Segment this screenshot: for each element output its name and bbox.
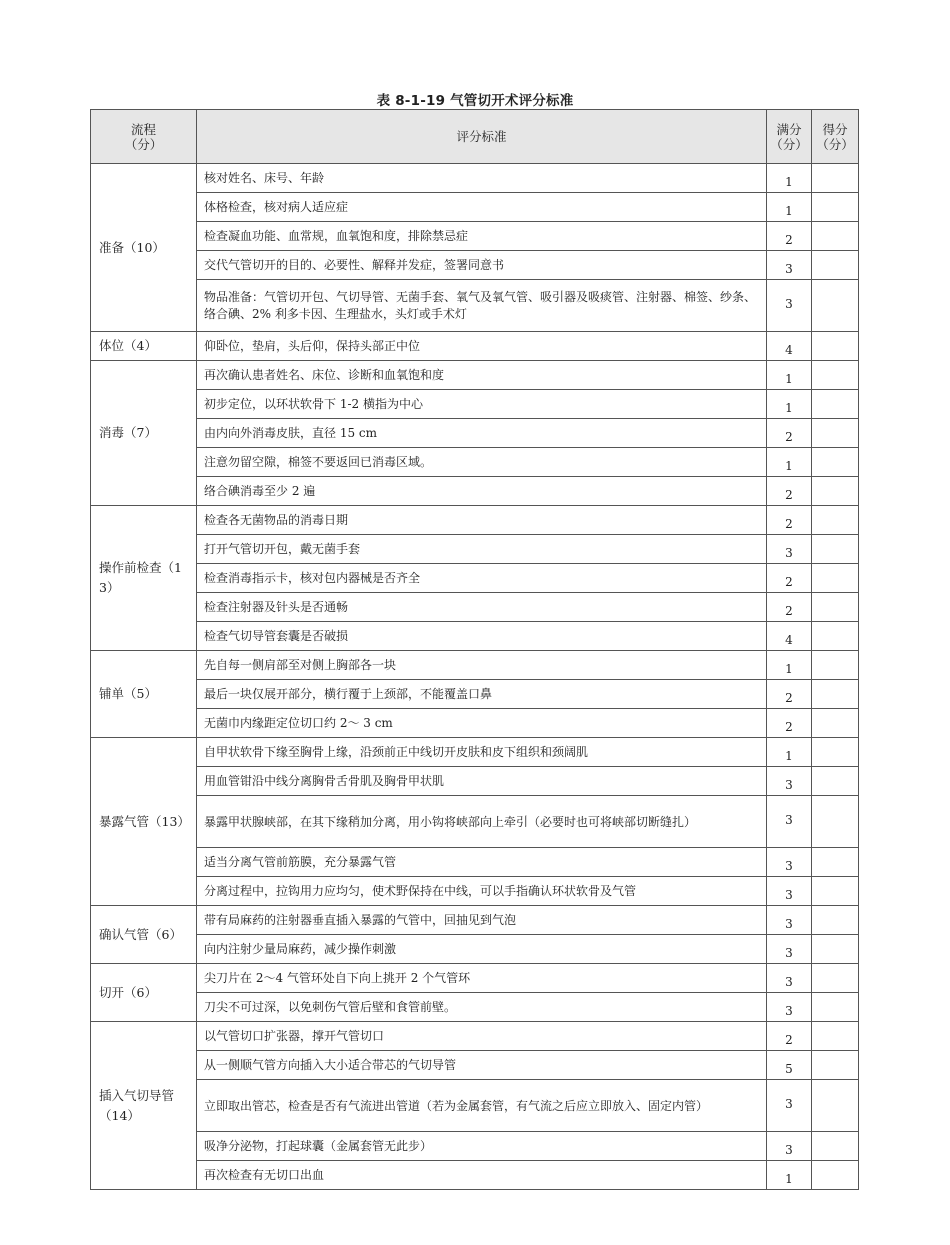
table-row [91, 390, 859, 419]
table-row [91, 1161, 859, 1190]
score-input-cell[interactable] [812, 622, 859, 651]
full-score: 2 [767, 593, 812, 622]
criteria-text: 以气管切口扩张器，撑开气管切口 [197, 1022, 767, 1051]
full-score: 3 [767, 1132, 812, 1161]
criteria-text: 向内注射少量局麻药，减少操作刺激 [197, 935, 767, 964]
full-score: 3 [767, 796, 812, 848]
full-score: 3 [767, 251, 812, 280]
table-row [91, 419, 859, 448]
full-score: 3 [767, 877, 812, 906]
full-score: 1 [767, 193, 812, 222]
score-input-cell[interactable] [812, 964, 859, 993]
section-name: 铺单（5） [91, 651, 197, 738]
score-input-cell[interactable] [812, 564, 859, 593]
full-score: 3 [767, 767, 812, 796]
score-input-cell[interactable] [812, 593, 859, 622]
score-input-cell[interactable] [812, 419, 859, 448]
full-score: 3 [767, 535, 812, 564]
full-score: 3 [767, 964, 812, 993]
criteria-text: 再次检查有无切口出血 [197, 1161, 767, 1190]
full-score: 3 [767, 1080, 812, 1132]
score-input-cell[interactable] [812, 361, 859, 390]
score-input-cell[interactable] [812, 906, 859, 935]
full-score: 1 [767, 361, 812, 390]
table-row [91, 564, 859, 593]
header-row [91, 110, 859, 164]
table-row [91, 906, 859, 935]
score-input-cell[interactable] [812, 738, 859, 767]
table-row [91, 1080, 859, 1132]
header-criteria: 评分标准 [197, 110, 767, 164]
full-score: 1 [767, 1161, 812, 1190]
score-input-cell[interactable] [812, 280, 859, 332]
table-row [91, 193, 859, 222]
full-score: 5 [767, 1051, 812, 1080]
full-score: 1 [767, 448, 812, 477]
section-name: 准备（10） [91, 164, 197, 332]
score-input-cell[interactable] [812, 709, 859, 738]
table-row [91, 535, 859, 564]
score-input-cell[interactable] [812, 680, 859, 709]
score-input-cell[interactable] [812, 1051, 859, 1080]
table-row [91, 506, 859, 535]
score-input-cell[interactable] [812, 1161, 859, 1190]
full-score: 2 [767, 419, 812, 448]
score-input-cell[interactable] [812, 877, 859, 906]
criteria-text: 仰卧位，垫肩，头后仰，保持头部正中位 [197, 332, 767, 361]
table-row [91, 877, 859, 906]
criteria-text: 暴露甲状腺峡部，在其下缘稍加分离，用小钩将峡部向上牵引（必要时也可将峡部切断缝扎） [197, 796, 767, 848]
criteria-text: 注意勿留空隙，棉签不要返回已消毒区域。 [197, 448, 767, 477]
score-input-cell[interactable] [812, 848, 859, 877]
criteria-text: 适当分离气管前筋膜，充分暴露气管 [197, 848, 767, 877]
full-score: 2 [767, 680, 812, 709]
table-row [91, 222, 859, 251]
full-score: 2 [767, 709, 812, 738]
criteria-text: 用血管钳沿中线分离胸骨舌骨肌及胸骨甲状肌 [197, 767, 767, 796]
criteria-text: 刀尖不可过深，以免刺伤气管后壁和食管前壁。 [197, 993, 767, 1022]
criteria-text: 从一侧顺气管方向插入大小适合带芯的气切导管 [197, 1051, 767, 1080]
full-score: 3 [767, 935, 812, 964]
criteria-text: 检查各无菌物品的消毒日期 [197, 506, 767, 535]
criteria-text: 再次确认患者姓名、床位、诊断和血氧饱和度 [197, 361, 767, 390]
table-row [91, 164, 859, 193]
header-got-score [812, 110, 859, 164]
table-row [91, 680, 859, 709]
table-row [91, 1051, 859, 1080]
full-score: 4 [767, 622, 812, 651]
full-score: 2 [767, 477, 812, 506]
table-row [91, 935, 859, 964]
criteria-text: 络合碘消毒至少 2 遍 [197, 477, 767, 506]
criteria-text: 先自每一侧肩部至对侧上胸部各一块 [197, 651, 767, 680]
criteria-text: 检查注射器及针头是否通畅 [197, 593, 767, 622]
score-input-cell[interactable] [812, 332, 859, 361]
header-process-line2: （分） [124, 136, 163, 152]
criteria-text: 初步定位，以环状软骨下 1-2 横指为中心 [197, 390, 767, 419]
header-process [91, 110, 197, 164]
criteria-text: 尖刀片在 2～4 气管环处自下向上挑开 2 个气管环 [197, 964, 767, 993]
score-input-cell[interactable] [812, 164, 859, 193]
score-input-cell[interactable] [812, 506, 859, 535]
header-process-line1: 流程 [130, 121, 156, 137]
header-full-score [767, 110, 812, 164]
criteria-text: 物品准备：气管切开包、气切导管、无菌手套、氧气及氧气管、吸引器及吸痰管、注射器、棉签、纱条、络合碘、2% 利多卡因、生理盐水，头灯或手术灯 [197, 280, 767, 332]
score-input-cell[interactable] [812, 651, 859, 680]
header-got-line2: （分） [816, 136, 854, 152]
criteria-text: 检查凝血功能、血常规，血氧饱和度，排除禁忌症 [197, 222, 767, 251]
table-row [91, 1132, 859, 1161]
section-name: 操作前检查（13） [91, 506, 197, 651]
table-title: 表 8-1-19 气管切开术评分标准 [376, 93, 574, 109]
score-input-cell[interactable] [812, 1022, 859, 1051]
full-score: 2 [767, 1022, 812, 1051]
table-row [91, 796, 859, 848]
criteria-text: 由内向外消毒皮肤，直径 15 cm [197, 419, 767, 448]
table-row [91, 738, 859, 767]
section-name: 插入气切导管（14） [91, 1022, 197, 1190]
full-score: 2 [767, 222, 812, 251]
criteria-text: 无菌巾内缘距定位切口约 2～ 3 cm [197, 709, 767, 738]
criteria-text: 吸净分泌物，打起球囊（金属套管无此步） [197, 1132, 767, 1161]
criteria-text: 检查气切导管套囊是否破损 [197, 622, 767, 651]
table-row [91, 848, 859, 877]
section-name: 体位（4） [91, 332, 197, 361]
table-row [91, 767, 859, 796]
table-row [91, 361, 859, 390]
full-score: 1 [767, 164, 812, 193]
criteria-text: 立即取出管芯，检查是否有气流进出管道（若为金属套管，有气流之后应立即放入、固定内管） [197, 1080, 767, 1132]
table-row [91, 993, 859, 1022]
full-score: 3 [767, 280, 812, 332]
full-score: 1 [767, 738, 812, 767]
criteria-text: 检查消毒指示卡，核对包内器械是否齐全 [197, 564, 767, 593]
full-score: 2 [767, 564, 812, 593]
section-name: 确认气管（6） [91, 906, 197, 964]
score-input-cell[interactable] [812, 1080, 859, 1132]
table-row [91, 280, 859, 332]
criteria-text: 最后一块仅展开部分，横行覆于上颈部，不能覆盖口鼻 [197, 680, 767, 709]
score-input-cell[interactable] [812, 993, 859, 1022]
full-score: 1 [767, 390, 812, 419]
section-name: 切开（6） [91, 964, 197, 1022]
table-row [91, 593, 859, 622]
score-input-cell[interactable] [812, 935, 859, 964]
full-score: 3 [767, 906, 812, 935]
full-score: 2 [767, 506, 812, 535]
table-row [91, 622, 859, 651]
table-row [91, 1022, 859, 1051]
table-row [91, 964, 859, 993]
full-score: 3 [767, 848, 812, 877]
score-input-cell[interactable] [812, 448, 859, 477]
header-full-line2: （分） [770, 136, 808, 152]
score-input-cell[interactable] [812, 477, 859, 506]
section-name: 消毒（7） [91, 361, 197, 506]
table-row [91, 251, 859, 280]
full-score: 4 [767, 332, 812, 361]
section-name: 暴露气管（13） [91, 738, 197, 906]
full-score: 1 [767, 651, 812, 680]
header-full-line1: 满分 [776, 121, 802, 137]
score-input-cell[interactable] [812, 796, 859, 848]
score-input-cell[interactable] [812, 390, 859, 419]
criteria-text: 交代气管切开的目的、必要性、解释并发症，签署同意书 [197, 251, 767, 280]
criteria-text: 带有局麻药的注射器垂直插入暴露的气管中，回抽见到气泡 [197, 906, 767, 935]
table-row [91, 709, 859, 738]
table-row [91, 477, 859, 506]
score-input-cell[interactable] [812, 193, 859, 222]
criteria-text: 核对姓名、床号、年龄 [197, 164, 767, 193]
criteria-text: 自甲状软骨下缘至胸骨上缘，沿颈前正中线切开皮肤和皮下组织和颈阔肌 [197, 738, 767, 767]
score-input-cell[interactable] [812, 767, 859, 796]
criteria-text: 分离过程中，拉钩用力应均匀，使术野保持在中线，可以手指确认环状软骨及气管 [197, 877, 767, 906]
full-score: 3 [767, 993, 812, 1022]
score-input-cell[interactable] [812, 535, 859, 564]
score-input-cell[interactable] [812, 1132, 859, 1161]
criteria-text: 打开气管切开包，戴无菌手套 [197, 535, 767, 564]
criteria-text: 体格检查，核对病人适应症 [197, 193, 767, 222]
score-input-cell[interactable] [812, 222, 859, 251]
table-row [91, 332, 859, 361]
table-row [91, 651, 859, 680]
header-got-line1: 得分 [822, 121, 848, 137]
table-row [91, 448, 859, 477]
scoring-table [90, 109, 859, 1190]
score-input-cell[interactable] [812, 251, 859, 280]
